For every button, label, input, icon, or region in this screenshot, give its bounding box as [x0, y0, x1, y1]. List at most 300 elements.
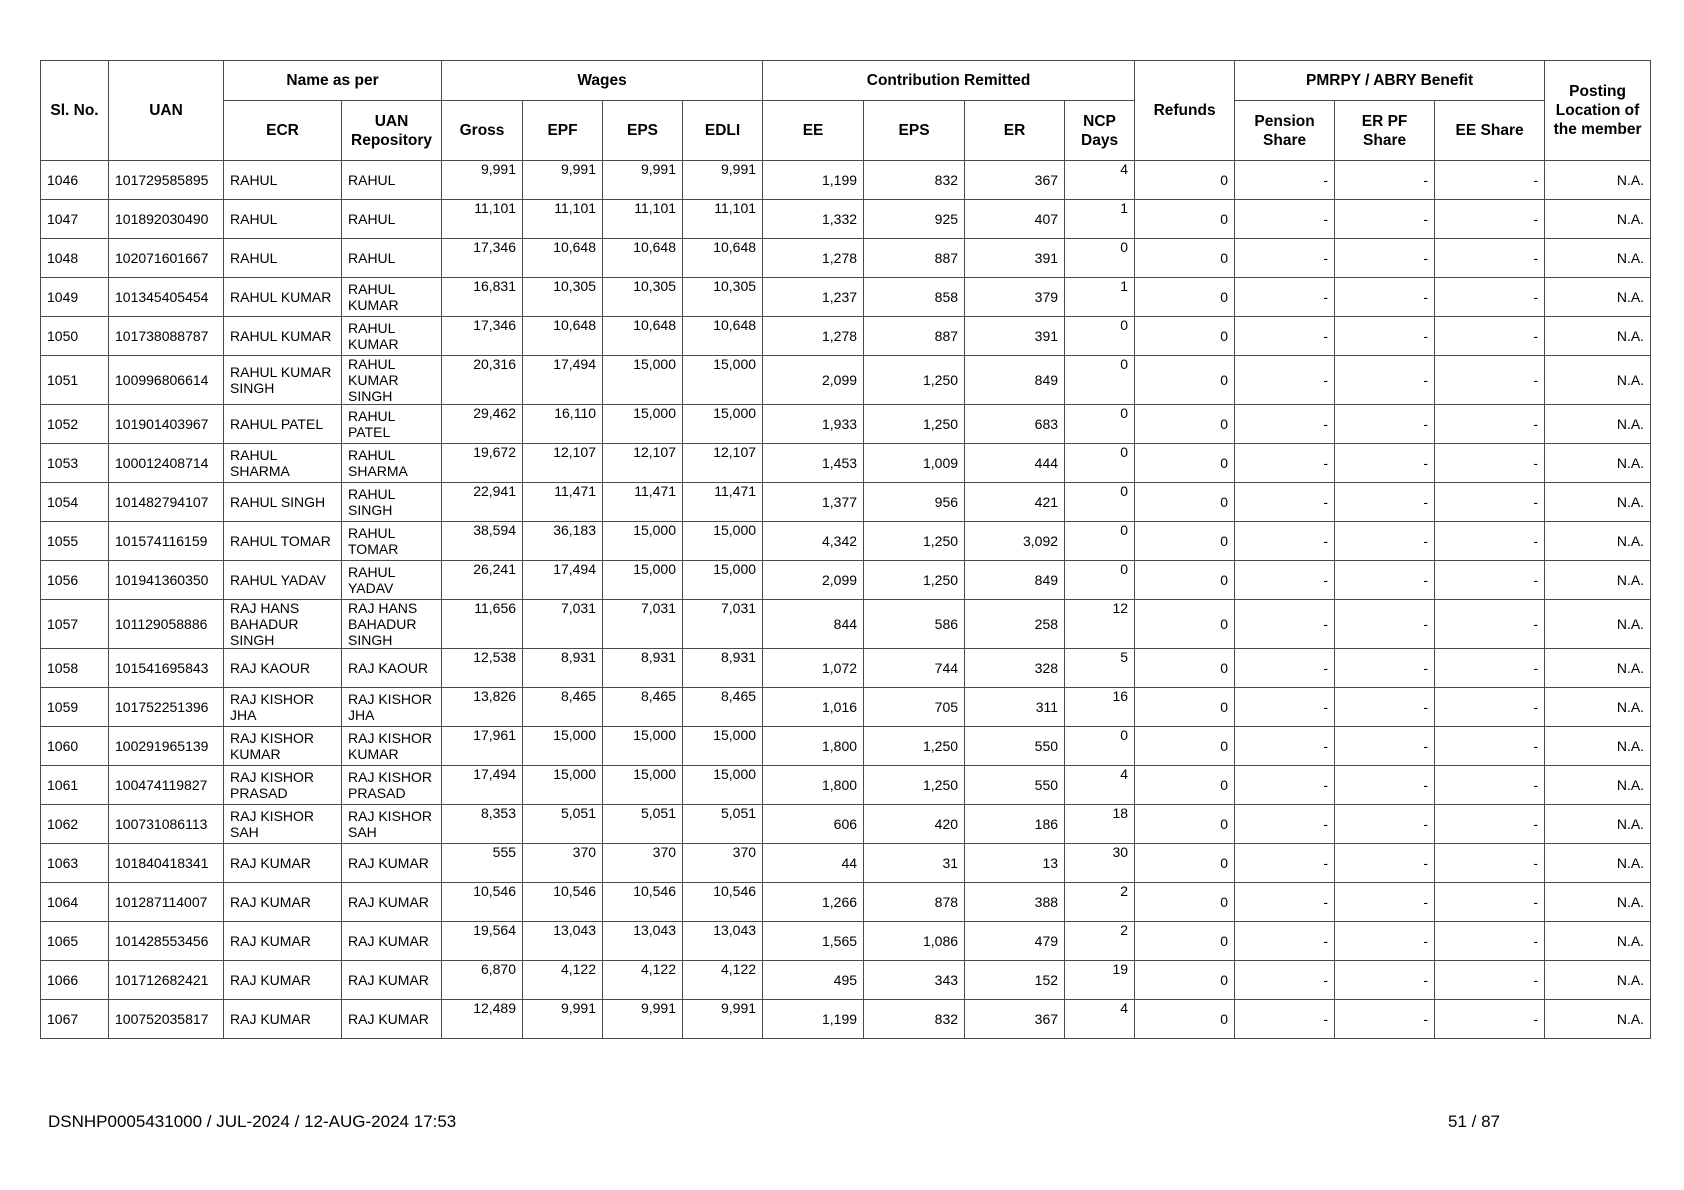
cell-epf: 370 [523, 844, 603, 883]
table-row [41, 561, 1651, 600]
cell-uan: 101892030490 [109, 200, 224, 239]
cell-contrib-eps: 1,250 [864, 405, 965, 444]
cell-uan: 101738088787 [109, 317, 224, 356]
cell-ecr-name: RAJ KISHOR KUMAR [224, 727, 342, 766]
cell-ee-share: - [1435, 922, 1545, 961]
cell-ee-share: - [1435, 200, 1545, 239]
cell-ee: 1,072 [763, 649, 864, 688]
cell-ncp-days: 0 [1065, 483, 1135, 522]
cell-contrib-eps: 705 [864, 688, 965, 727]
cell-refunds: 0 [1135, 844, 1235, 883]
cell-refunds: 0 [1135, 317, 1235, 356]
cell-refunds: 0 [1135, 922, 1235, 961]
cell-eps: 9,991 [603, 1000, 683, 1039]
table-row [41, 200, 1651, 239]
cell-ee: 1,199 [763, 1000, 864, 1039]
cell-er-pf-share: - [1335, 1000, 1435, 1039]
cell-sl-no: 1053 [41, 444, 109, 483]
cell-uan: 100012408714 [109, 444, 224, 483]
cell-edli: 15,000 [683, 405, 763, 444]
cell-ee-share: - [1435, 561, 1545, 600]
cell-eps: 10,648 [603, 317, 683, 356]
cell-er: 849 [965, 561, 1065, 600]
cell-edli: 10,546 [683, 883, 763, 922]
cell-contrib-eps: 1,250 [864, 561, 965, 600]
cell-edli: 15,000 [683, 561, 763, 600]
cell-epf: 7,031 [523, 600, 603, 649]
cell-ecr-name: RAHUL KUMAR [224, 278, 342, 317]
cell-sl-no: 1046 [41, 161, 109, 200]
cell-pension-share: - [1235, 317, 1335, 356]
cell-eps: 11,101 [603, 200, 683, 239]
cell-uan: 100752035817 [109, 1000, 224, 1039]
cell-epf: 16,110 [523, 405, 603, 444]
cell-er-pf-share: - [1335, 600, 1435, 649]
cell-ecr-name: RAJ KISHOR SAH [224, 805, 342, 844]
col-ee-share: EE Share [1435, 101, 1545, 161]
cell-gross: 17,961 [442, 727, 523, 766]
cell-er: 849 [965, 356, 1065, 405]
col-uan: UAN [109, 61, 224, 161]
cell-eps: 15,000 [603, 727, 683, 766]
cell-gross: 16,831 [442, 278, 523, 317]
cell-ee-share: - [1435, 356, 1545, 405]
cell-ee: 495 [763, 961, 864, 1000]
cell-eps: 15,000 [603, 405, 683, 444]
cell-ee: 1,933 [763, 405, 864, 444]
cell-refunds: 0 [1135, 883, 1235, 922]
cell-edli: 15,000 [683, 356, 763, 405]
col-uan-repository: UAN Repository [342, 101, 442, 161]
cell-uan-repository-name: RAHUL [342, 239, 442, 278]
cell-epf: 11,101 [523, 200, 603, 239]
cell-ee: 1,199 [763, 161, 864, 200]
cell-eps: 5,051 [603, 805, 683, 844]
cell-uan: 101941360350 [109, 561, 224, 600]
col-refunds: Refunds [1135, 61, 1235, 161]
cell-ecr-name: RAHUL SINGH [224, 483, 342, 522]
cell-uan: 101428553456 [109, 922, 224, 961]
cell-posting-location: N.A. [1545, 200, 1651, 239]
cell-ee: 1,016 [763, 688, 864, 727]
cell-ncp-days: 2 [1065, 922, 1135, 961]
cell-er-pf-share: - [1335, 561, 1435, 600]
cell-er-pf-share: - [1335, 522, 1435, 561]
cell-edli: 10,648 [683, 317, 763, 356]
cell-ecr-name: RAJ KUMAR [224, 922, 342, 961]
cell-uan-repository-name: RAHUL TOMAR [342, 522, 442, 561]
cell-ecr-name: RAHUL KUMAR SINGH [224, 356, 342, 405]
cell-refunds: 0 [1135, 1000, 1235, 1039]
cell-refunds: 0 [1135, 649, 1235, 688]
cell-ecr-name: RAHUL YADAV [224, 561, 342, 600]
cell-edli: 4,122 [683, 961, 763, 1000]
cell-uan-repository-name: RAHUL [342, 200, 442, 239]
cell-pension-share: - [1235, 600, 1335, 649]
cell-ecr-name: RAHUL [224, 239, 342, 278]
cell-eps: 8,931 [603, 649, 683, 688]
cell-gross: 11,101 [442, 200, 523, 239]
cell-edli: 10,648 [683, 239, 763, 278]
cell-posting-location: N.A. [1545, 766, 1651, 805]
cell-ncp-days: 30 [1065, 844, 1135, 883]
cell-sl-no: 1052 [41, 405, 109, 444]
cell-er: 186 [965, 805, 1065, 844]
cell-sl-no: 1059 [41, 688, 109, 727]
cell-er-pf-share: - [1335, 483, 1435, 522]
cell-er: 152 [965, 961, 1065, 1000]
cell-refunds: 0 [1135, 483, 1235, 522]
cell-ncp-days: 4 [1065, 766, 1135, 805]
cell-sl-no: 1055 [41, 522, 109, 561]
cell-posting-location: N.A. [1545, 483, 1651, 522]
col-contrib-eps: EPS [864, 101, 965, 161]
cell-contrib-eps: 744 [864, 649, 965, 688]
cell-ee-share: - [1435, 522, 1545, 561]
cell-pension-share: - [1235, 200, 1335, 239]
cell-edli: 9,991 [683, 161, 763, 200]
cell-uan: 102071601667 [109, 239, 224, 278]
cell-sl-no: 1047 [41, 200, 109, 239]
cell-pension-share: - [1235, 522, 1335, 561]
cell-er: 407 [965, 200, 1065, 239]
table-row [41, 522, 1651, 561]
cell-ncp-days: 4 [1065, 161, 1135, 200]
cell-posting-location: N.A. [1545, 805, 1651, 844]
col-ncp-days: NCP Days [1065, 101, 1135, 161]
cell-ee-share: - [1435, 600, 1545, 649]
cell-edli: 7,031 [683, 600, 763, 649]
cell-refunds: 0 [1135, 278, 1235, 317]
cell-uan-repository-name: RAJ KUMAR [342, 883, 442, 922]
cell-ee: 1,237 [763, 278, 864, 317]
cell-ee-share: - [1435, 444, 1545, 483]
cell-pension-share: - [1235, 649, 1335, 688]
cell-edli: 10,305 [683, 278, 763, 317]
cell-edli: 5,051 [683, 805, 763, 844]
cell-er-pf-share: - [1335, 405, 1435, 444]
cell-ncp-days: 2 [1065, 883, 1135, 922]
table-row [41, 805, 1651, 844]
cell-ecr-name: RAJ KUMAR [224, 961, 342, 1000]
cell-contrib-eps: 887 [864, 239, 965, 278]
cell-eps: 10,546 [603, 883, 683, 922]
cell-ncp-days: 0 [1065, 522, 1135, 561]
ecr-table [40, 60, 1651, 1039]
cell-posting-location: N.A. [1545, 161, 1651, 200]
cell-refunds: 0 [1135, 444, 1235, 483]
cell-uan-repository-name: RAJ HANS BAHADUR SINGH [342, 600, 442, 649]
cell-ecr-name: RAJ KUMAR [224, 844, 342, 883]
cell-posting-location: N.A. [1545, 278, 1651, 317]
col-er-pf-share: ER PF Share [1335, 101, 1435, 161]
cell-edli: 13,043 [683, 922, 763, 961]
table-row [41, 766, 1651, 805]
cell-ee: 1,266 [763, 883, 864, 922]
cell-eps: 8,465 [603, 688, 683, 727]
cell-eps: 10,305 [603, 278, 683, 317]
cell-ecr-name: RAJ KISHOR PRASAD [224, 766, 342, 805]
cell-ncp-days: 16 [1065, 688, 1135, 727]
cell-er: 550 [965, 727, 1065, 766]
cell-ncp-days: 4 [1065, 1000, 1135, 1039]
cell-eps: 4,122 [603, 961, 683, 1000]
cell-er-pf-share: - [1335, 161, 1435, 200]
cell-ee-share: - [1435, 805, 1545, 844]
cell-uan-repository-name: RAJ KISHOR PRASAD [342, 766, 442, 805]
cell-posting-location: N.A. [1545, 1000, 1651, 1039]
cell-uan-repository-name: RAHUL KUMAR SINGH [342, 356, 442, 405]
cell-sl-no: 1049 [41, 278, 109, 317]
cell-ecr-name: RAJ KUMAR [224, 1000, 342, 1039]
col-er: ER [965, 101, 1065, 161]
cell-posting-location: N.A. [1545, 688, 1651, 727]
cell-edli: 15,000 [683, 727, 763, 766]
cell-ee-share: - [1435, 961, 1545, 1000]
cell-epf: 13,043 [523, 922, 603, 961]
cell-ecr-name: RAHUL [224, 200, 342, 239]
cell-posting-location: N.A. [1545, 522, 1651, 561]
group-name-as-per: Name as per [224, 61, 442, 101]
cell-contrib-eps: 1,250 [864, 766, 965, 805]
cell-pension-share: - [1235, 883, 1335, 922]
cell-er: 479 [965, 922, 1065, 961]
cell-sl-no: 1060 [41, 727, 109, 766]
table-row [41, 1000, 1651, 1039]
cell-refunds: 0 [1135, 356, 1235, 405]
cell-uan-repository-name: RAJ KISHOR KUMAR [342, 727, 442, 766]
cell-ncp-days: 1 [1065, 200, 1135, 239]
table-row [41, 922, 1651, 961]
cell-contrib-eps: 956 [864, 483, 965, 522]
cell-posting-location: N.A. [1545, 600, 1651, 649]
group-contribution-remitted: Contribution Remitted [763, 61, 1135, 101]
cell-er: 388 [965, 883, 1065, 922]
cell-posting-location: N.A. [1545, 317, 1651, 356]
cell-ecr-name: RAHUL PATEL [224, 405, 342, 444]
cell-ee: 1,377 [763, 483, 864, 522]
cell-epf: 15,000 [523, 727, 603, 766]
cell-uan-repository-name: RAJ KUMAR [342, 844, 442, 883]
cell-contrib-eps: 1,250 [864, 522, 965, 561]
cell-refunds: 0 [1135, 405, 1235, 444]
cell-ee-share: - [1435, 1000, 1545, 1039]
cell-er: 550 [965, 766, 1065, 805]
cell-sl-no: 1063 [41, 844, 109, 883]
cell-epf: 9,991 [523, 1000, 603, 1039]
cell-er: 444 [965, 444, 1065, 483]
cell-ncp-days: 18 [1065, 805, 1135, 844]
table-row [41, 883, 1651, 922]
cell-uan: 101574116159 [109, 522, 224, 561]
cell-epf: 36,183 [523, 522, 603, 561]
cell-ncp-days: 19 [1065, 961, 1135, 1000]
cell-gross: 22,941 [442, 483, 523, 522]
cell-refunds: 0 [1135, 600, 1235, 649]
cell-epf: 17,494 [523, 356, 603, 405]
table-row [41, 688, 1651, 727]
cell-refunds: 0 [1135, 161, 1235, 200]
cell-uan-repository-name: RAHUL [342, 161, 442, 200]
cell-er: 311 [965, 688, 1065, 727]
cell-pension-share: - [1235, 922, 1335, 961]
cell-er-pf-share: - [1335, 317, 1435, 356]
cell-sl-no: 1050 [41, 317, 109, 356]
cell-er-pf-share: - [1335, 239, 1435, 278]
cell-edli: 8,931 [683, 649, 763, 688]
cell-er-pf-share: - [1335, 805, 1435, 844]
cell-ecr-name: RAHUL KUMAR [224, 317, 342, 356]
cell-sl-no: 1062 [41, 805, 109, 844]
cell-uan-repository-name: RAJ KUMAR [342, 922, 442, 961]
cell-refunds: 0 [1135, 561, 1235, 600]
cell-er-pf-share: - [1335, 922, 1435, 961]
cell-posting-location: N.A. [1545, 844, 1651, 883]
cell-er: 683 [965, 405, 1065, 444]
cell-epf: 12,107 [523, 444, 603, 483]
cell-gross: 6,870 [442, 961, 523, 1000]
cell-edli: 8,465 [683, 688, 763, 727]
cell-sl-no: 1061 [41, 766, 109, 805]
cell-ee-share: - [1435, 688, 1545, 727]
col-ee: EE [763, 101, 864, 161]
cell-ncp-days: 1 [1065, 278, 1135, 317]
cell-sl-no: 1067 [41, 1000, 109, 1039]
cell-uan: 100474119827 [109, 766, 224, 805]
cell-er: 421 [965, 483, 1065, 522]
cell-er: 391 [965, 239, 1065, 278]
col-edli: EDLI [683, 101, 763, 161]
cell-refunds: 0 [1135, 239, 1235, 278]
cell-pension-share: - [1235, 844, 1335, 883]
cell-pension-share: - [1235, 405, 1335, 444]
page-number: 51 / 87 [1448, 1112, 1500, 1131]
cell-er: 3,092 [965, 522, 1065, 561]
cell-uan: 100731086113 [109, 805, 224, 844]
cell-ncp-days: 0 [1065, 444, 1135, 483]
cell-ncp-days: 0 [1065, 356, 1135, 405]
cell-pension-share: - [1235, 444, 1335, 483]
cell-refunds: 0 [1135, 200, 1235, 239]
cell-gross: 38,594 [442, 522, 523, 561]
cell-contrib-eps: 1,009 [864, 444, 965, 483]
col-epf: EPF [523, 101, 603, 161]
col-posting-location: Posting Location of the member [1545, 61, 1651, 161]
cell-uan-repository-name: RAHUL SHARMA [342, 444, 442, 483]
table-row [41, 161, 1651, 200]
cell-er-pf-share: - [1335, 444, 1435, 483]
cell-contrib-eps: 878 [864, 883, 965, 922]
cell-er: 367 [965, 161, 1065, 200]
cell-uan-repository-name: RAHUL KUMAR [342, 317, 442, 356]
cell-uan: 101287114007 [109, 883, 224, 922]
cell-gross: 8,353 [442, 805, 523, 844]
table-row [41, 600, 1651, 649]
cell-er-pf-share: - [1335, 766, 1435, 805]
cell-er: 13 [965, 844, 1065, 883]
cell-refunds: 0 [1135, 688, 1235, 727]
cell-ee-share: - [1435, 727, 1545, 766]
table-row [41, 844, 1651, 883]
cell-edli: 15,000 [683, 766, 763, 805]
cell-pension-share: - [1235, 1000, 1335, 1039]
cell-gross: 9,991 [442, 161, 523, 200]
cell-uan-repository-name: RAJ KISHOR SAH [342, 805, 442, 844]
cell-ee-share: - [1435, 239, 1545, 278]
cell-gross: 17,494 [442, 766, 523, 805]
col-pension-share: Pension Share [1235, 101, 1335, 161]
cell-epf: 5,051 [523, 805, 603, 844]
cell-epf: 17,494 [523, 561, 603, 600]
cell-ee-share: - [1435, 278, 1545, 317]
cell-eps: 9,991 [603, 161, 683, 200]
cell-gross: 19,564 [442, 922, 523, 961]
cell-sl-no: 1048 [41, 239, 109, 278]
cell-eps: 15,000 [603, 561, 683, 600]
cell-sl-no: 1054 [41, 483, 109, 522]
col-eps: EPS [603, 101, 683, 161]
cell-pension-share: - [1235, 161, 1335, 200]
cell-pension-share: - [1235, 961, 1335, 1000]
cell-edli: 370 [683, 844, 763, 883]
cell-uan-repository-name: RAJ KISHOR JHA [342, 688, 442, 727]
cell-posting-location: N.A. [1545, 961, 1651, 1000]
cell-posting-location: N.A. [1545, 727, 1651, 766]
cell-er: 379 [965, 278, 1065, 317]
cell-uan: 100291965139 [109, 727, 224, 766]
cell-refunds: 0 [1135, 727, 1235, 766]
cell-ee-share: - [1435, 844, 1545, 883]
cell-uan: 101712682421 [109, 961, 224, 1000]
cell-uan: 100996806614 [109, 356, 224, 405]
cell-ecr-name: RAHUL TOMAR [224, 522, 342, 561]
cell-refunds: 0 [1135, 766, 1235, 805]
cell-ee: 844 [763, 600, 864, 649]
cell-ncp-days: 12 [1065, 600, 1135, 649]
cell-ee: 606 [763, 805, 864, 844]
cell-pension-share: - [1235, 727, 1335, 766]
cell-ncp-days: 0 [1065, 405, 1135, 444]
cell-er-pf-share: - [1335, 961, 1435, 1000]
cell-ee: 4,342 [763, 522, 864, 561]
cell-uan-repository-name: RAHUL KUMAR [342, 278, 442, 317]
cell-sl-no: 1066 [41, 961, 109, 1000]
cell-epf: 8,931 [523, 649, 603, 688]
cell-eps: 15,000 [603, 766, 683, 805]
cell-eps: 12,107 [603, 444, 683, 483]
cell-edli: 15,000 [683, 522, 763, 561]
cell-ee: 1,278 [763, 239, 864, 278]
cell-epf: 8,465 [523, 688, 603, 727]
col-gross: Gross [442, 101, 523, 161]
cell-edli: 11,101 [683, 200, 763, 239]
cell-gross: 26,241 [442, 561, 523, 600]
cell-uan: 101752251396 [109, 688, 224, 727]
cell-ee-share: - [1435, 161, 1545, 200]
cell-posting-location: N.A. [1545, 356, 1651, 405]
cell-er-pf-share: - [1335, 727, 1435, 766]
cell-eps: 15,000 [603, 356, 683, 405]
cell-epf: 10,546 [523, 883, 603, 922]
cell-posting-location: N.A. [1545, 561, 1651, 600]
cell-sl-no: 1051 [41, 356, 109, 405]
cell-ecr-name: RAHUL [224, 161, 342, 200]
cell-epf: 4,122 [523, 961, 603, 1000]
cell-ee: 2,099 [763, 356, 864, 405]
cell-ecr-name: RAJ HANS BAHADUR SINGH [224, 600, 342, 649]
cell-uan-repository-name: RAHUL YADAV [342, 561, 442, 600]
cell-ee: 1,332 [763, 200, 864, 239]
